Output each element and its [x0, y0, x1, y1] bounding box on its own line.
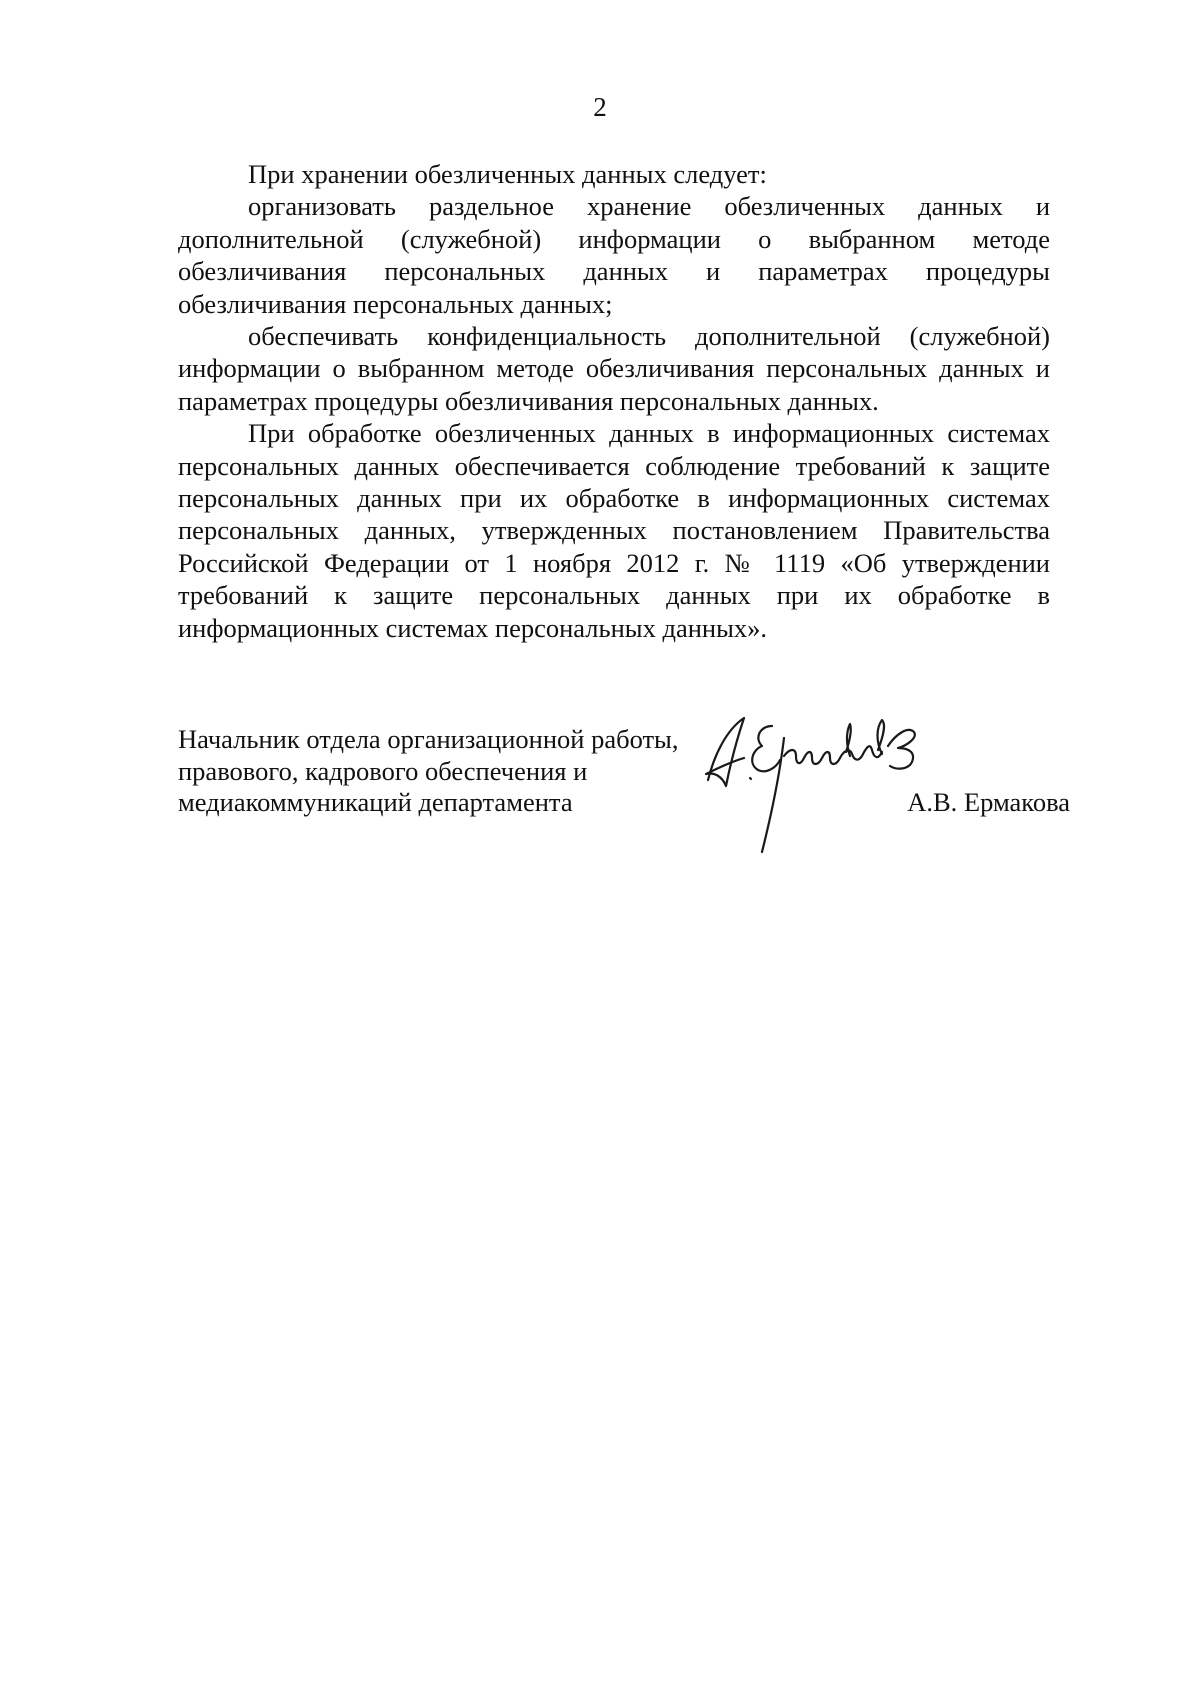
paragraph-separate-storage: организовать раздельное хранение обезличенных данных и дополнительной (служебной) информации о выбранном методе обезличивания персональных данных и параметрах процедуры обезличивания персональных данных; — [178, 191, 1050, 319]
signer-position-line: Начальник отдела организационной работы, — [178, 724, 679, 754]
signer-position — [178, 724, 738, 819]
handwritten-signature — [700, 712, 930, 862]
paragraph-processing-requirements: При обработке обезличенных данных в информационных системах персональных данных обеспечивается соблюдение требований к защите персональных данных при их обработке в информационных системах персональных данных, утвержденных постановлением Правительства Российской Федерации от 1 ноября 2012 г. № 1119 «Об утверждении требований к защите персональных данных при их обработке в информационных системах персональных данных». — [178, 418, 1050, 643]
paragraph-intro: При хранении обезличенных данных следует: — [248, 159, 767, 189]
signer-position-line: медиакоммуникаций департамента — [178, 787, 573, 817]
signature-block — [178, 724, 1070, 884]
signer-name: А.В. Ермакова — [907, 787, 1070, 817]
document-body — [178, 158, 1050, 644]
page-number: 2 — [593, 92, 607, 122]
signer-position-line: правового, кадрового обеспечения и — [178, 755, 588, 786]
paragraph-confidentiality: обеспечивать конфиденциальность дополнительной (служебной) информации о выбранном методе обезличивания персональных данных и параметрах процедуры обезличивания персональных данных. — [178, 321, 1050, 416]
